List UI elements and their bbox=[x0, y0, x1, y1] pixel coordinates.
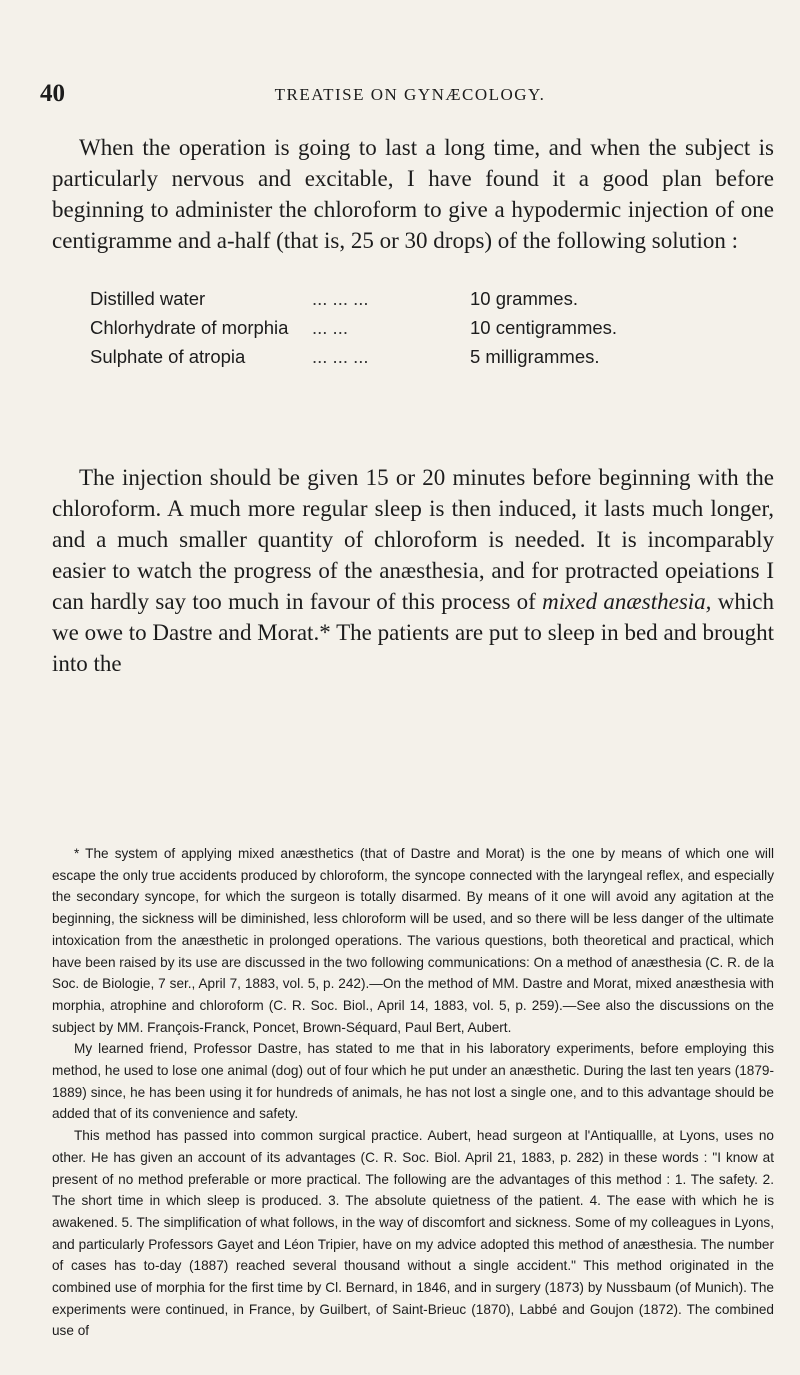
recipe-list bbox=[90, 284, 780, 371]
body-paragraph-1: When the operation is going to last a long time, and when the subject is particularly nervous and excitable, I have found it a good plan before beginning to administer the chloroform to give a hypodermic injection of one centigramme and a-half (that is, 25 or 30 drops) of the following solution : bbox=[52, 135, 774, 253]
paragraph-2-text: The injection should be given 15 or 20 minutes before beginning with the chloroform. A much more regular sleep is then induced, it lasts much longer, and a much smaller quantity of chloroform is needed. It is incomparably easier to watch the progress of the anæsthesia, and for protracted opeiations I can hardly say too much in favour of this process of bbox=[52, 465, 774, 614]
recipe-item: Distilled water bbox=[90, 288, 206, 309]
footnote-paragraph: * The system of applying mixed anæsthetics (that of Dastre and Morat) is the one by means of which one will escape the only true accidents produced by chloroform, the syncope connected with the laryngeal reflex, and especially the secondary syncope, for which the surgeon is totally disarmed. By means of it one will avoid any agitation at the beginning, the sickness will be diminished, less chloroform will be used, and so there will be less danger of the ultimate intoxication from the anæsthetic in prolonged operations. The various questions, both theoretical and practical, which have been raised by its use are discussed in the two following communications: On a method of anæsthesia (C. R. de la Soc. de Biologie, 7 ser., April 7, 1883, vol. 5, p. 242).—On the method of MM. Dastre and Morat, mixed anæsthesia with morphia, atrophine and chloroform (C. R. Soc. Biol., April 14, 1883, vol. 5, p. 259).—See also the discussions on the subject by MM. François-Franck, Poncet, Brown-Séquard, Paul Bert, Aubert. bbox=[52, 846, 774, 1035]
recipe-dots: ... ... ... bbox=[312, 346, 369, 367]
recipe-row bbox=[90, 284, 780, 313]
recipe-dots: ... ... bbox=[312, 317, 348, 338]
recipe-quantity: 10 grammes. bbox=[470, 288, 578, 309]
running-title: TREATISE ON GYNÆCOLOGY. bbox=[274, 85, 546, 104]
recipe-quantity: 5 milligrammes. bbox=[470, 346, 600, 367]
recipe-dots: ... ... ... bbox=[312, 288, 369, 309]
footnote-paragraph: My learned friend, Professor Dastre, has stated to me that in his laboratory experiments, before employing this method, he used to lose one animal (dog) out of four which he put under an anæsthetic. During the last ten years (1879-1889) since, he has been using it for hundreds of animals, he has not lost a single one, and to this advantage should be added that of its convenience and safety. bbox=[52, 1041, 774, 1122]
recipe-row bbox=[90, 342, 780, 371]
paragraph-2-text-end: which we owe to Dastre and Morat.* The patients are put to sleep in bed and brought into the bbox=[52, 589, 774, 676]
recipe-row bbox=[90, 313, 780, 342]
footnote bbox=[52, 843, 774, 1342]
italic-term: mixed anæsthesia, bbox=[542, 589, 712, 614]
body-paragraph-2 bbox=[52, 462, 774, 679]
recipe-item: Chlorhydrate of morphia bbox=[90, 317, 289, 338]
recipe-item: Sulphate of atropia bbox=[90, 346, 246, 367]
page-header bbox=[40, 80, 780, 110]
footnote-paragraph: This method has passed into common surgical practice. Aubert, head surgeon at l'Antiquallle, at Lyons, uses no other. He has given an account of its advantages (C. R. Soc. Biol. April 21, 1883, p. 282) in these words : "I know at present of no method preferable or more practical. The following are the advantages of this method : 1. The safety. 2. The short time in which sleep is produced. 3. The absolute quietness of the patient. 4. The ease with which he is awakened. 5. The simplification of what follows, in the way of discomfort and sickness. Some of my colleagues in Lyons, and particularly Professors Gayet and Léon Tripier, have on my advice adopted this method of anæsthesia. The number of cases has to-day (1887) reached several thousand without a single accident." This method originated in the combined use of morphia for the first time by Cl. Bernard, in 1846, and in surgery (1873) by Nussbaum (of Munich). The experiments were continued, in France, by Guilbert, of Saint-Brieuc (1870), Labbé and Goujon (1872). The combined use of bbox=[52, 1128, 774, 1339]
page-number: 40 bbox=[40, 80, 65, 107]
recipe-quantity: 10 centigrammes. bbox=[470, 317, 618, 338]
